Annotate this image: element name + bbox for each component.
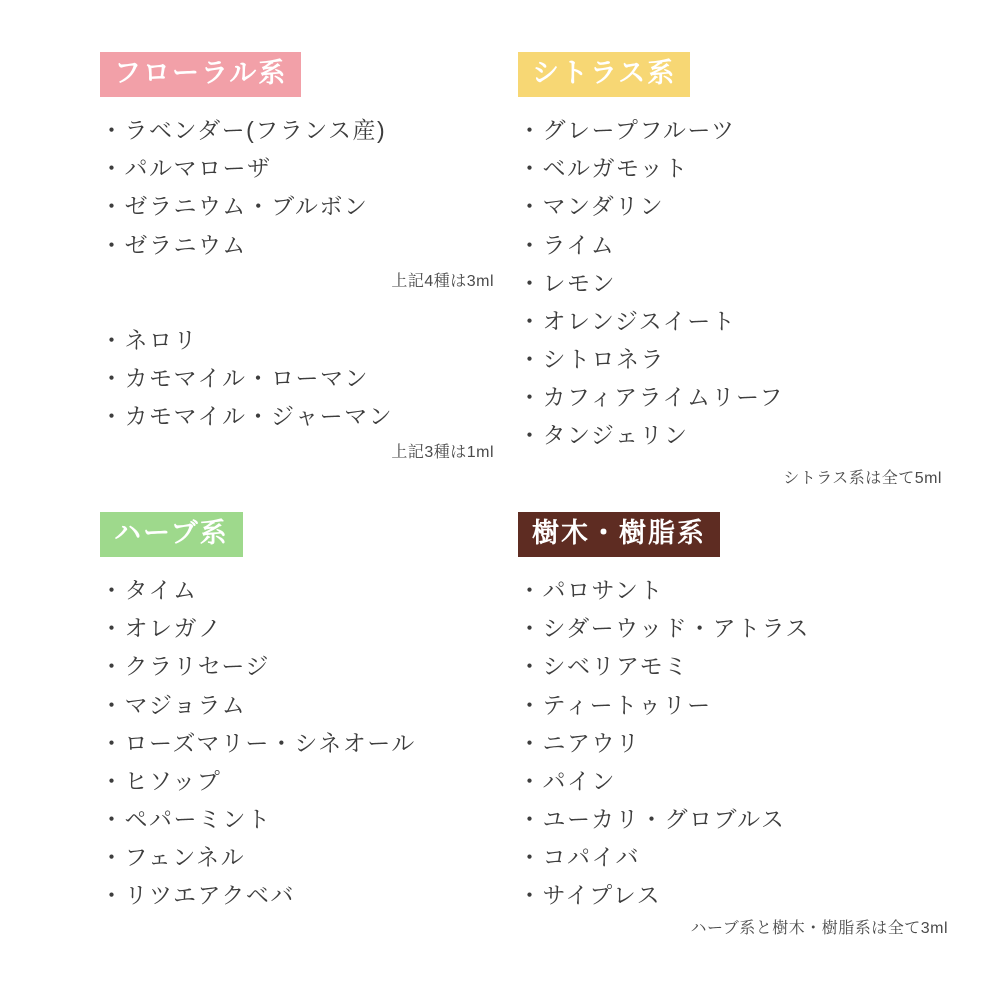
list-item: ・ゼラニウム <box>100 231 247 258</box>
list-item: ・リツエアクベバ <box>100 882 295 909</box>
item-list-floral-group1 <box>100 111 500 264</box>
list-item: ・レモン <box>518 269 616 296</box>
list-item: ・ローズマリー・シネオール <box>100 729 416 756</box>
category-floral <box>100 52 500 468</box>
item-list-herb <box>100 571 500 915</box>
list-item: ・パイン <box>518 767 616 794</box>
list-item: ・オレガノ <box>100 615 223 642</box>
list-item: ・ラベンダー(フランス産) <box>100 117 387 144</box>
list-item: ・サイプレス <box>518 882 662 909</box>
list-item: ・カフィアライムリーフ <box>518 384 784 411</box>
list-item: ・カモマイル・ジャーマン <box>100 403 394 430</box>
category-title-herb: ハーブ系 <box>100 512 243 557</box>
list-item: ・カモマイル・ローマン <box>100 364 370 391</box>
volume-note-footer: ハーブ系と樹木・樹脂系は全て3ml <box>690 920 948 937</box>
spacer <box>100 297 500 307</box>
list-item: ・シダーウッド・アトラス <box>518 615 810 642</box>
list-item: ・オレンジスイート <box>518 307 737 334</box>
category-title-citrus: シトラス系 <box>518 52 690 97</box>
list-item: ・パロサント <box>518 577 664 604</box>
category-title-floral: フローラル系 <box>100 52 301 97</box>
list-item: ・ベルガモット <box>518 155 689 182</box>
list-item: ・クラリセージ <box>100 653 270 680</box>
volume-note-floral-group1: 上記4種は3ml <box>391 272 494 290</box>
list-item: ・マンダリン <box>518 193 665 220</box>
volume-note-citrus: シトラス系は全て5ml <box>783 469 942 487</box>
list-item: ・グレープフルーツ <box>518 117 736 144</box>
list-item: ・ネロリ <box>100 326 198 353</box>
category-title-wood-resin: 樹木・樹脂系 <box>518 512 720 557</box>
list-item: ・ペパーミント <box>100 806 272 833</box>
item-list-floral-group2 <box>100 321 500 436</box>
list-item: ・タイム <box>100 577 198 604</box>
list-item: ・ニアウリ <box>518 729 641 756</box>
list-item: ・コパイバ <box>518 844 641 871</box>
list-item: ・タンジェリン <box>518 422 689 449</box>
category-herb <box>100 512 500 915</box>
category-citrus <box>518 52 948 494</box>
list-item: ・マジョラム <box>100 691 247 718</box>
list-item: ・ティートゥリー <box>518 691 712 718</box>
volume-note-floral-group2: 上記3種は1ml <box>391 444 494 462</box>
list-item: ・ライム <box>518 231 616 258</box>
list-item: ・シトロネラ <box>518 346 665 373</box>
list-item: ・ゼラニウム・ブルボン <box>100 193 369 220</box>
list-item: ・フェンネル <box>100 844 246 871</box>
list-item: ・ユーカリ・グロブルス <box>518 806 786 833</box>
category-wood-resin <box>518 512 948 915</box>
item-list-citrus <box>518 111 948 455</box>
list-item: ・シベリアモミ <box>518 653 689 680</box>
list-item: ・パルマローザ <box>100 155 272 182</box>
list-item: ・ヒソップ <box>100 767 222 794</box>
item-list-wood-resin <box>518 571 948 915</box>
